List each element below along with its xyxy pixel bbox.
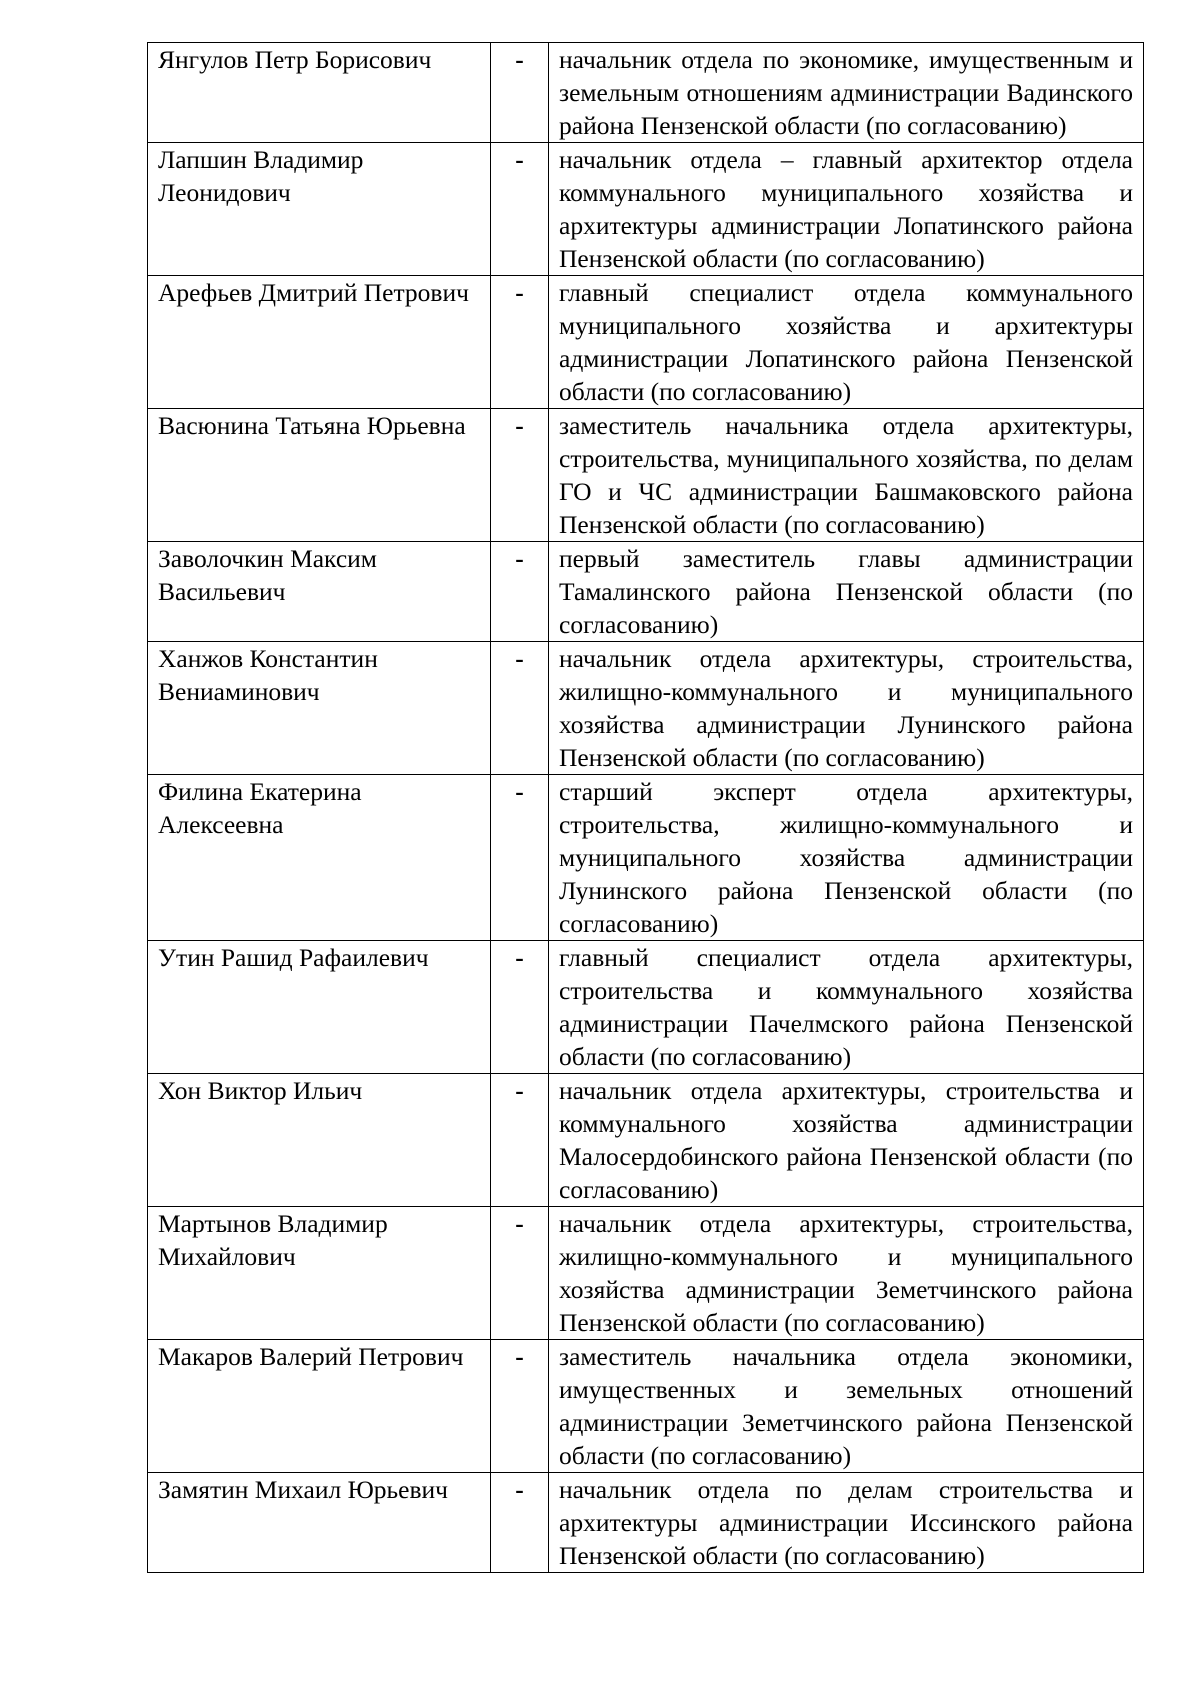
- member-position: начальник отдела архитектуры, строительства и коммунального хозяйства администрации Малосердобинского района Пензенской области (по согласованию): [549, 1074, 1144, 1207]
- member-name: Заволочкин Максим Васильевич: [148, 542, 491, 642]
- member-position: первый заместитель главы администрации Тамалинского района Пензенской области (по согласованию): [549, 542, 1144, 642]
- dash-separator: -: [491, 1340, 549, 1473]
- member-name: Утин Рашид Рафаилевич: [148, 941, 491, 1074]
- member-position: начальник отдела по делам строительства и архитектуры администрации Иссинского района Пензенской области (по согласованию): [549, 1473, 1144, 1573]
- dash-separator: -: [491, 542, 549, 642]
- dash-separator: -: [491, 409, 549, 542]
- table-row: [148, 143, 1144, 276]
- member-name: Филина Екатерина Алексеевна: [148, 775, 491, 941]
- table-row: [148, 409, 1144, 542]
- member-position: начальник отдела – главный архитектор отдела коммунального муниципального хозяйства и архитектуры администрации Лопатинского района Пензенской области (по согласованию): [549, 143, 1144, 276]
- member-position: главный специалист отдела коммунального муниципального хозяйства и архитектуры администрации Лопатинского района Пензенской области (по согласованию): [549, 276, 1144, 409]
- table-row: [148, 542, 1144, 642]
- member-position: заместитель начальника отдела архитектуры, строительства, муниципального хозяйства, по делам ГО и ЧС администрации Башмаковского района Пензенской области (по согласованию): [549, 409, 1144, 542]
- table-row: [148, 642, 1144, 775]
- dash-separator: -: [491, 1207, 549, 1340]
- table-row: [148, 1473, 1144, 1573]
- member-name: Макаров Валерий Петрович: [148, 1340, 491, 1473]
- table-row: [148, 1074, 1144, 1207]
- table-row: [148, 1207, 1144, 1340]
- member-position: начальник отдела архитектуры, строительства, жилищно-коммунального и муниципального хозяйства администрации Земетчинского района Пензенской области (по согласованию): [549, 1207, 1144, 1340]
- dash-separator: -: [491, 276, 549, 409]
- member-name: Мартынов Владимир Михайлович: [148, 1207, 491, 1340]
- dash-separator: -: [491, 1473, 549, 1573]
- dash-separator: -: [491, 143, 549, 276]
- members-table-body: [148, 43, 1144, 1573]
- table-row: [148, 43, 1144, 143]
- table-row: [148, 276, 1144, 409]
- member-position: старший эксперт отдела архитектуры, строительства, жилищно-коммунального и муниципального хозяйства администрации Лунинского района Пензенской области (по согласованию): [549, 775, 1144, 941]
- dash-separator: -: [491, 775, 549, 941]
- dash-separator: -: [491, 642, 549, 775]
- table-row: [148, 941, 1144, 1074]
- members-table: [147, 42, 1144, 1573]
- member-name: Ханжов Константин Вениаминович: [148, 642, 491, 775]
- member-position: главный специалист отдела архитектуры, строительства и коммунального хозяйства администрации Пачелмского района Пензенской области (по согласованию): [549, 941, 1144, 1074]
- dash-separator: -: [491, 1074, 549, 1207]
- member-name: Замятин Михаил Юрьевич: [148, 1473, 491, 1573]
- dash-separator: -: [491, 941, 549, 1074]
- member-name: Лапшин Владимир Леонидович: [148, 143, 491, 276]
- member-position: начальник отдела архитектуры, строительства, жилищно-коммунального и муниципального хозяйства администрации Лунинского района Пензенской области (по согласованию): [549, 642, 1144, 775]
- member-name: Арефьев Дмитрий Петрович: [148, 276, 491, 409]
- table-row: [148, 1340, 1144, 1473]
- member-name: Васюнина Татьяна Юрьевна: [148, 409, 491, 542]
- member-name: Янгулов Петр Борисович: [148, 43, 491, 143]
- member-position: заместитель начальника отдела экономики, имущественных и земельных отношений администрации Земетчинского района Пензенской области (по согласованию): [549, 1340, 1144, 1473]
- table-row: [148, 775, 1144, 941]
- member-name: Хон Виктор Ильич: [148, 1074, 491, 1207]
- member-position: начальник отдела по экономике, имущественным и земельным отношениям администрации Вадинского района Пензенской области (по согласованию): [549, 43, 1144, 143]
- dash-separator: -: [491, 43, 549, 143]
